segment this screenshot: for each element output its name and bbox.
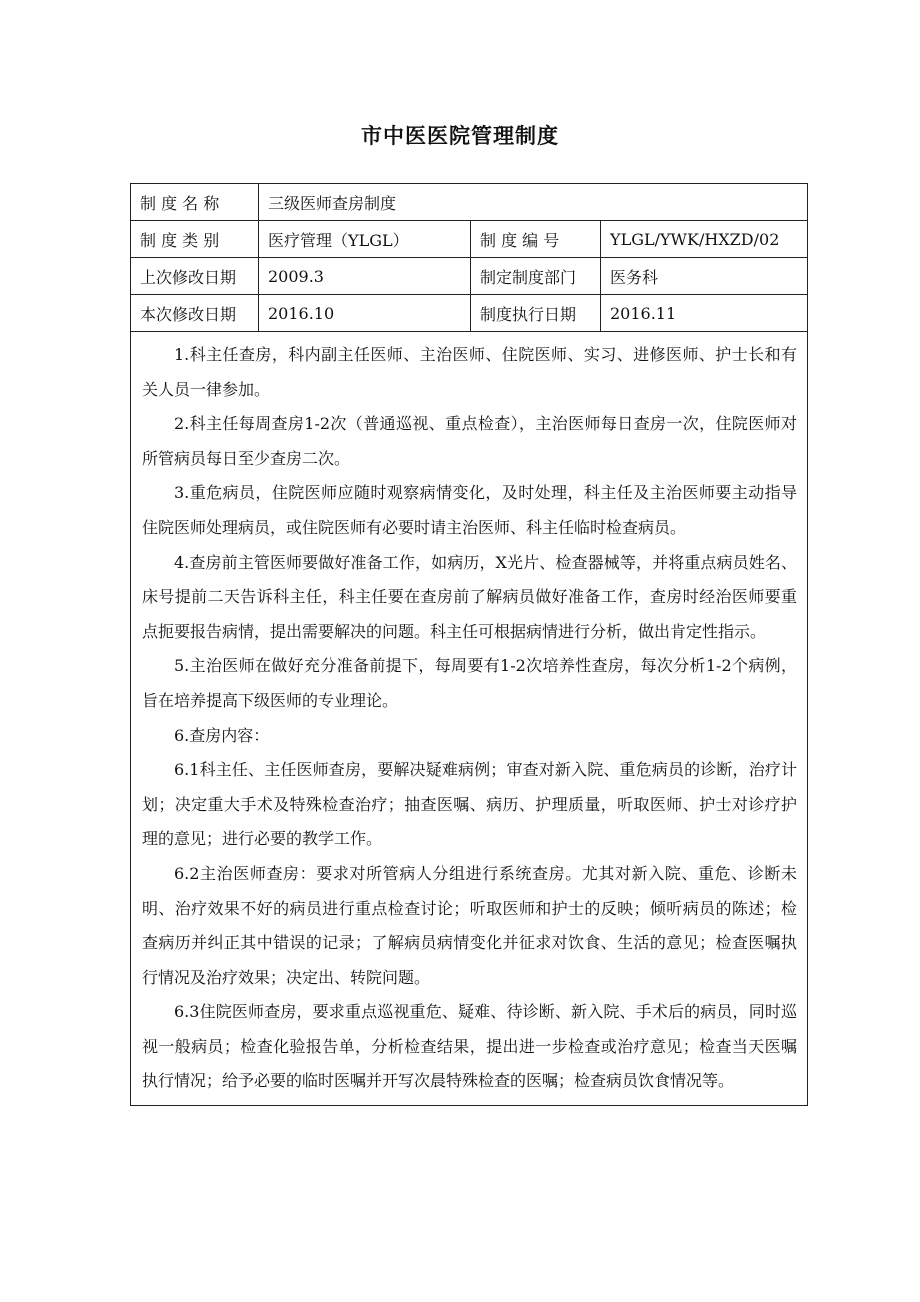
this-revised-value: 2016.10 [259,295,471,332]
table-row-content [131,332,808,1106]
table-row-last-revised [131,258,808,295]
content-paragraph-1: 1.科主任查房，科内副主任医师、主治医师、住院医师、实习、进修医师、护士长和有关人员一律参加。 [142,345,798,399]
effective-date-label: 制度执行日期 [471,295,601,332]
regulation-number-value: YLGL/YWK/HXZD/02 [601,221,808,258]
regulation-number-label: 制 度 编 号 [471,221,601,258]
regulation-category-value: 医疗管理（YLGL） [259,221,471,258]
this-revised-label: 本次修改日期 [131,295,259,332]
regulation-name-label: 制 度 名 称 [131,184,259,221]
regulation-category-label: 制 度 类 别 [131,221,259,258]
content-paragraph-6-2: 6.2主治医师查房：要求对所管病人分组进行系统查房。尤其对新入院、重危、诊断未明、治疗效果不好的病员进行重点检查讨论；听取医师和护士的反映；倾听病员的陈述；检查病历并纠正其中错误的记录；了解病员病情变化并征求对饮食、生活的意见；检查医嘱执行情况及治疗效果；决定出、转院问题。 [142,863,798,987]
content-paragraph-6-3: 6.3住院医师查房，要求重点巡视重危、疑难、待诊断、新入院、手术后的病员，同时巡视一般病员；检查化验报告单，分析检查结果，提出进一步检查或治疗意见；检查当天医嘱执行情况；给予必要的临时医嘱并开写次晨特殊检查的医嘱；检查病员饮食情况等。 [142,1002,798,1091]
last-revised-label: 上次修改日期 [131,258,259,295]
effective-date-value: 2016.11 [601,295,808,332]
table-row-name [131,184,808,221]
content-paragraph-4: 4.查房前主管医师要做好准备工作，如病历，X光片、检查器械等，并将重点病员姓名、床号提前二天告诉科主任，科主任要在查房前了解病员做好准备工作，查房时经治医师要重点扼要报告病情，提出需要解决的问题。科主任可根据病情进行分析，做出肯定性指示。 [142,552,798,641]
table-row-this-revised [131,295,808,332]
regulation-table [130,183,808,1106]
regulation-content [131,332,808,1106]
content-paragraph-6: 6.查房内容： [174,725,270,745]
content-paragraph-3: 3.重危病员，住院医师应随时观察病情变化，及时处理，科主任及主治医师要主动指导住院医师处理病员，或住院医师有必要时请主治医师、科主任临时检查病员。 [142,483,798,537]
content-paragraph-2: 2.科主任每周查房1-2次（普通巡视、重点检查），主治医师每日查房一次，住院医师对所管病员每日至少查房二次。 [142,414,798,468]
department-label: 制定制度部门 [471,258,601,295]
content-paragraph-6-1: 6.1科主任、主任医师查房，要解决疑难病例；审查对新入院、重危病员的诊断，治疗计划；决定重大手术及特殊检查治疗；抽查医嘱、病历、护理质量，听取医师、护士对诊疗护理的意见；进行必要的教学工作。 [142,760,798,849]
document-title: 市中医医院管理制度 [361,124,559,148]
content-paragraph-5: 5.主治医师在做好充分准备前提下，每周要有1-2次培养性查房，每次分析1-2个病例，旨在培养提高下级医师的专业理论。 [142,656,798,710]
department-value: 医务科 [601,258,808,295]
table-row-category [131,221,808,258]
regulation-name-value: 三级医师查房制度 [259,184,808,221]
last-revised-value: 2009.3 [259,258,471,295]
